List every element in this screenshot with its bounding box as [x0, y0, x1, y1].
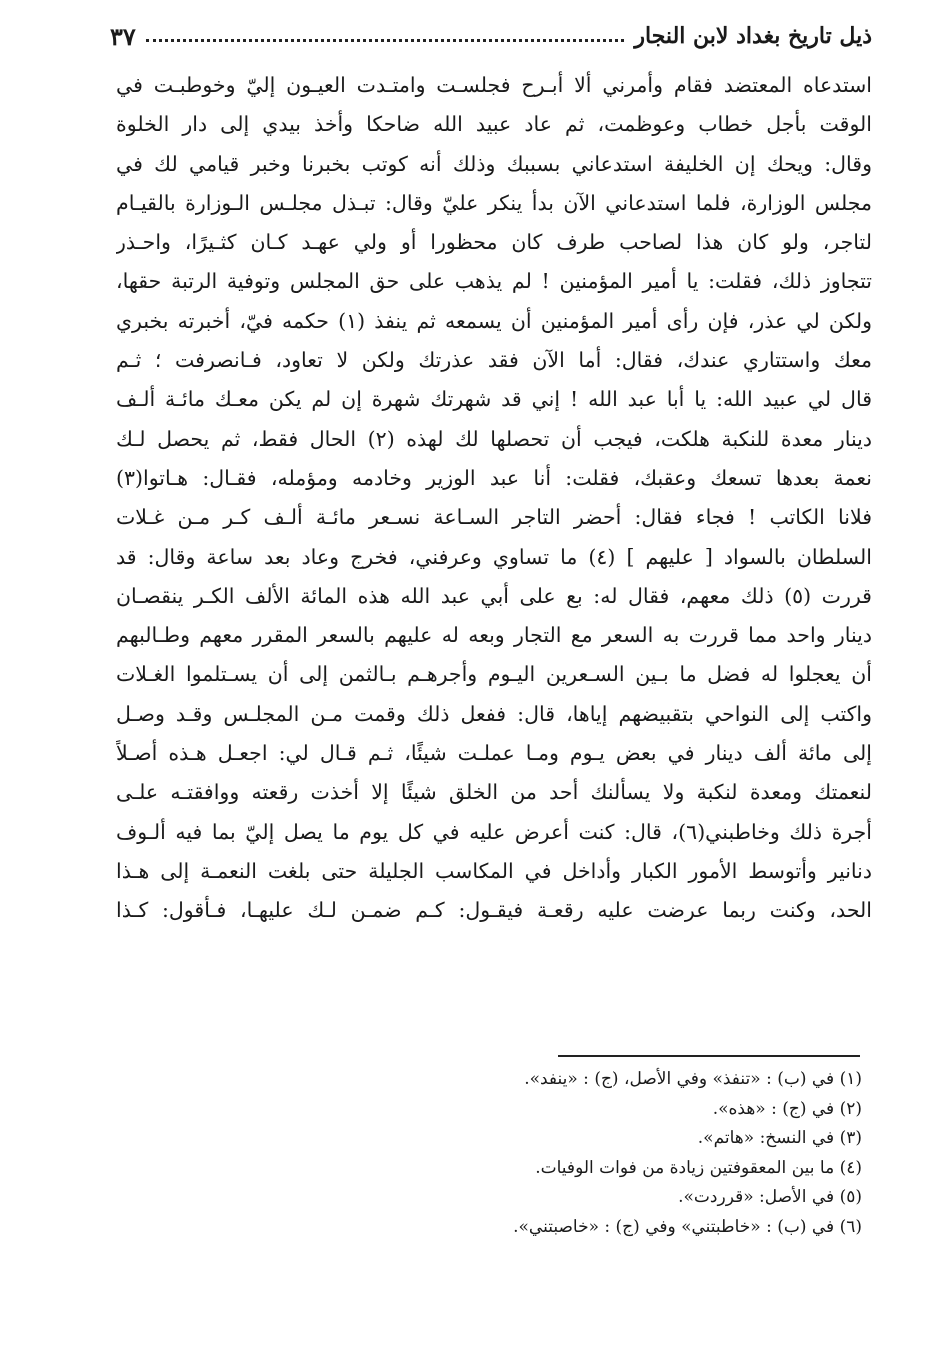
text-line: قال لي عبيد الله: يا أبا عبد الله ! إني قد شهرتك شهرة إن لم يكن معـك مائـة ألـف [116, 387, 872, 412]
footnote: (٣) في النسخ: «هاتم». [697, 1128, 862, 1148]
footnote: (٢) في (ج) : «هذه». [712, 1098, 862, 1119]
text-line: الحد، وكنت ربما عرضت عليه رقعـة فيقـول: كـم ضمـن لـك عليهـا، فـأقول: كـذا [116, 898, 872, 923]
footnote: (١) في (ب) : «تنفذ» وفي الأصل، (ج) : «ينفد». [524, 1069, 862, 1089]
main-text [116, 66, 872, 931]
text-line: أجرة ذلك وخاطبني(٦)، قال: كنت أعرض عليه في كل يوم ما يصل إليّ بما فيه ألـوف [116, 819, 872, 844]
text-line: استدعاه المعتضد فقام وأمرني ألا أبـرح فجلسـت وامتـدت العيـون إليّ وخوطبـت في [116, 73, 872, 97]
running-title: ذيل تاريخ بغداد لابن النجار [634, 23, 872, 49]
text-line: نعمة بعدها تسعك وعقبك، فقلت: أنا عبد الوزير وخادمه ومؤمله، فقـال: هـاتوا(٣) [116, 465, 872, 490]
footnote: (٦) في (ب) : «خاطبتني» وفي (ج) : «خاصبتني». [513, 1216, 862, 1237]
text-line: تتجاوز ذلك، فقلت: يا أمير المؤمنين ! لم يذهب على حق المجلس وتوفية الرتبة حقها، [116, 269, 872, 294]
running-header [110, 16, 872, 56]
text-line: أن يعجلوا له فضل ما بـين السـعرين اليـوم وأجرهـم بـالثمن إلى أن يسـتلموا الغـلات [116, 662, 872, 687]
text-line: السلطان بالسواد [ عليهم ] (٤) ما تساوي وعرفني، فخرج وعاد بعد ساعة وقال: قد [116, 544, 872, 569]
text-line: معك واستتاري عندك، فقال: أما الآن فقد عذرتك ولكن لا تعاود، فـانصرفت ؛ ثـم [116, 348, 872, 373]
text-line: فلانا الكاتب ! فجاء فقال: أحضر التاجر السـاعة نسـعر مائـة ألـف كـر مـن غـلات [116, 505, 872, 530]
footnote: (٤) ما بين المعقوفتين زيادة من فوات الوفيات. [535, 1157, 862, 1178]
text-line: الوقت بأجل خطاب وعوظمت، ثم عاد عبيد الله ضاحكا وأخذ بيدي إلى دار الخلوة [116, 112, 872, 137]
text-line: ولكن لي عذر، فإن رأى أمير المؤمنين أن يسمعه ثم ينفذ (١) حكمه فيّ، أخبرته بخبري [116, 308, 872, 333]
text-line: إلى مائة ألف دينار في بعض يـوم ومـا عملـت شيئًا، ثـم قـال لي: اجعـل هـذه أصـلاً [116, 741, 872, 766]
text-line: واكتب إلى النواحي بتقبيضهم إياها، قال: ففعل ذلك وقمت مـن المجلـس وقـد وصـل [116, 701, 872, 726]
text-line: دينار واحد مما قررت به السعر مع التجار وبعه له عليهم بالسعر المقرر معهم وطـالبهم [116, 623, 872, 648]
page-number: ٣٧ [110, 21, 136, 51]
text-line: مجلس الوزارة، فلما استدعاني الآن بدأ ينكر عليّ وقال: تبـذل مجلـس الـوزارة بالقيـام [116, 190, 872, 215]
footnotes [300, 1065, 862, 1242]
text-line: وقال: ويحك إن الخليفة استدعاني بسببك وذلك أنه كوتب بخبرنا وخبر قيامي لك في [116, 151, 872, 176]
text-line: لنعمتك ومعدة لنكبة ولا يسألنك أحد من الخلق شيئًا إلا أخذت رقعته ووافقتـه علـى [116, 780, 872, 805]
text-line: دنانير وأتوسط الأمور الكبار وأداخل في المكاسب الجليلة حتى بلغت النعمـة إلى هـذا [116, 858, 872, 883]
dotted-leader [146, 39, 625, 42]
footnote-separator [558, 1055, 860, 1057]
text-line: قررت (٥) ذلك معهم، فقال له: بع على أبي عبد الله هذه المائة الألف الكـر ينقصـان [116, 583, 872, 608]
text-line: دينار معدة للنكبة هلكت، فيجب أن تحصلها لك لهذه (٢) الحال فقط، ثم يحصل لـك [116, 426, 872, 451]
footnote: (٥) في الأصل: «قرردت». [678, 1187, 862, 1207]
text-line: لتاجر، ولو كان هذا لصاحب طرف كان محظورا أو ولي عهـد كـان كثـيرًا، واحـذر [116, 230, 872, 255]
